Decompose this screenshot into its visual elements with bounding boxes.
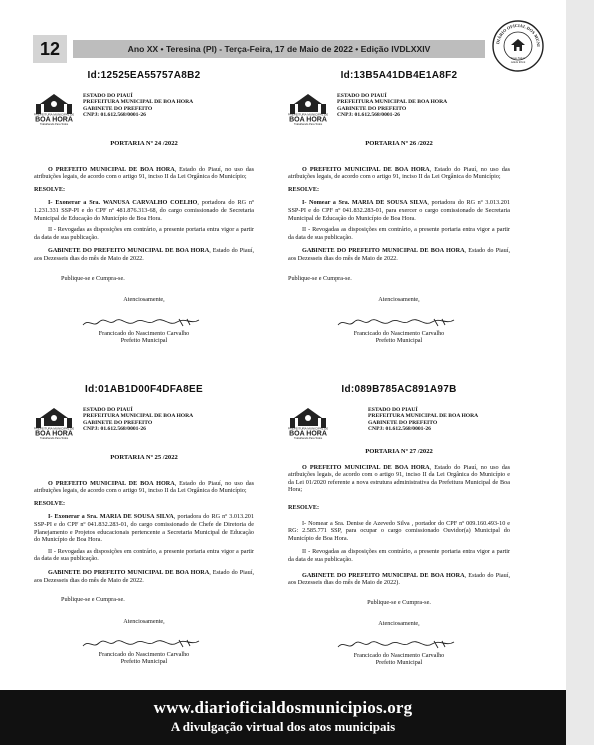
item-1: I- Exonerar a Sra. WANUSA CARVALHO COELHO, portadora do RG nº 1.231.331 SSP-PI e do CPF nº 481.876.313-68, do cargo comissionado de Secretaria Municipal de Educação do Município de Boa Hora. [34,199,254,222]
document-id: Id:01AB1D00F4DFA8EE [85,384,203,395]
resolve-label: RESOLVE: [34,185,66,193]
gabinete-paragraph: GABINETE DO PREFEITO MUNICIPAL DE BOA HORA, Estado do Piauí, aos Dezesseis dias do mês de Maio de 2022. [288,247,510,262]
svg-text:Trabalhando Para Todos: Trabalhando Para Todos [39,123,69,126]
svg-text:PREFEITURA MUNICIPAL DE: PREFEITURA MUNICIPAL DE [288,112,328,117]
signer-name: Francicado do Nascimento Carvalho [353,329,445,337]
footer-url[interactable]: www.diarioficialdosmunicipios.org [153,698,413,717]
portaria-title: PORTARIA Nº 24 /2022 [110,140,178,147]
resolve-label: RESOLVE: [34,499,66,507]
signer-name: Francicado do Nascimento Carvalho [353,651,445,659]
resolve-label: RESOLVE: [288,185,320,193]
org-line: GABINETE DO PREFEITO [368,419,438,426]
portaria-title: PORTARIA Nº 25 /2022 [110,454,178,461]
org-line: CNPJ: 01.612.568/0001-26 [337,112,400,119]
org-block [34,90,254,130]
org-line: CNPJ: 01.612.568/0001-26 [368,426,431,433]
org-line: CNPJ: 01.612.568/0001-26 [83,426,146,433]
svg-text:BOA HORA: BOA HORA [35,116,73,124]
boa-hora-logo-icon [34,90,74,126]
boa-hora-logo-icon [288,90,328,126]
signer-name: Francicado do Nascimento Carvalho [98,329,190,337]
org-block [34,404,254,444]
document-portaria-25 [34,384,254,665]
signature-scribble-icon [79,637,209,651]
portaria-title: PORTARIA Nº 27 /2022 [365,448,433,455]
publique-line: Publique-se e Cumpra-se. [288,274,352,282]
atenciosamente: Atenciosamente, [123,617,165,625]
publique-line: Publique-se e Cumpra-se. [61,596,125,604]
org-line: PREFEITURA MUNICIPAL DE BOA HORA [83,413,194,420]
viewer-margin [566,0,594,745]
signer-role: Prefeito Municipal [375,658,423,666]
document-id: Id:13B5A41DB4E1A8F2 [340,70,458,81]
org-line: GABINETE DO PREFEITO [83,105,153,112]
svg-text:Trabalhando Para Todos: Trabalhando Para Todos [293,437,323,440]
signature-scribble-icon [79,316,209,330]
document-id: Id:12525EA55757A8B2 [87,70,201,81]
atenciosamente: Atenciosamente, [123,296,165,304]
document-id: Id:089B785AC891A97B [341,384,457,395]
item-1: I- Nomear a Sra. Denise de Azevedo Silva , portador do CPF nº 009.160.493-10 e RG: 2.585.771 SSP, para ocupar o cargo comissionado Ouvidor(a) Municipal do Município de Boa Hora. [288,519,511,542]
boa-hora-logo-icon [288,404,328,440]
org-line: ESTADO DO PIAUÍ [368,407,418,413]
gabinete-paragraph: GABINETE DO PREFEITO MUNICIPAL DE BOA HORA, Estado do Piauí, aos Dezesseis dias do mês de Maio de 2022. [34,247,255,262]
document-portaria-26 [288,70,510,344]
portaria-title: PORTARIA Nº 26 /2022 [365,140,433,147]
edition-line: Ano XX • Teresina (PI) - Terça-Feira, 17 de Maio de 2022 • Edição IVDLXXIV [73,40,485,58]
svg-text:PREFEITURA MUNICIPAL DE: PREFEITURA MUNICIPAL DE [34,426,74,431]
svg-text:BOA HORA: BOA HORA [289,116,327,124]
signature-scribble-icon [334,638,464,652]
org-line: CNPJ: 01.612.568/0001-26 [83,112,146,119]
item-2: II - Revogadas as disposições em contrário, a presente portaria entra vigor a partir da data de sua publicação. [288,226,510,241]
signer-role: Prefeito Municipal [375,336,423,344]
seal-sub1: Teste Nulott [510,56,526,60]
seal-text: DIÁRIO OFICIAL DOS MUNI [495,22,542,47]
svg-text:BOA HORA: BOA HORA [35,430,73,438]
footer-tagline: A divulgação virtual dos atos municipais [170,719,396,734]
svg-text:PREFEITURA MUNICIPAL DE: PREFEITURA MUNICIPAL DE [34,112,74,117]
org-block [288,404,510,444]
org-line: ESTADO DO PIAUÍ [83,407,133,413]
seal-sub2: Ainda Rival [510,60,526,64]
org-line: GABINETE DO PREFEITO [83,419,153,426]
gabinete-paragraph: GABINETE DO PREFEITO MUNICIPAL DE BOA HORA, Estado do Piauí, aos Dezesseis dias do mês de Maio de 2022. [34,568,255,584]
atenciosamente: Atenciosamente, [378,620,420,628]
org-line: PREFEITURA MUNICIPAL DE BOA HORA [337,99,448,106]
org-block [288,90,510,130]
org-line: ESTADO DO PIAUÍ [337,93,387,99]
signer-role: Prefeito Municipal [120,658,168,666]
signature-scribble-icon [334,316,464,330]
item-1: I- Exonerar a Sra. MARIA DE SOUSA SILVA, portadora do RG nº 3.013.201 SSP-PI e do CPF nº 041.832.283-01, do cargo comissionado de Chefe de Diretoria de Planejamento e Projetos educacionais pertencente a Secretaria Municipal de Educação do Município de Boa Hora. [34,513,254,544]
svg-text:Trabalhando Para Todos: Trabalhando Para Todos [293,123,323,126]
boa-hora-logo-icon [34,404,74,440]
org-line: PREFEITURA MUNICIPAL DE BOA HORA [368,413,479,420]
item-1: I- Nomear a Sra. MARIA DE SOUSA SILVA, portadora do RG nº 3.013.201 SSP-PI e do CPF nº 041.832.283-01, para exercer o cargo comissionado de Secretaria Municipal de Educação do Município de Boa Hora. [288,199,510,222]
atenciosamente: Atenciosamente, [378,296,420,304]
svg-text:Trabalhando Para Todos: Trabalhando Para Todos [39,437,69,440]
document-portaria-27 [288,384,510,666]
document-portaria-24 [34,70,254,344]
publique-line: Publique-se e Cumpra-se. [61,274,125,282]
org-line: GABINETE DO PREFEITO [337,105,407,112]
org-line: ESTADO DO PIAUÍ [83,93,133,99]
diario-oficial-seal-icon [491,19,545,73]
item-2: II - Revogadas as disposições em contrário, a presente portaria entra vigor a partir da data de sua publicação. [34,547,254,563]
item-2: II - Revogadas as disposições em contrário, a presente portaria entra vigor a partir da data de sua publicação. [34,226,254,241]
page-footer [0,690,566,745]
intro-paragraph: O PREFEITO MUNICIPAL DE BOA HORA, Estado do Piauí, no uso das atribuições legais, de acordo com o artigo 91, inciso II da Lei Orgânica do Município e da Lei 01/2020 referente a nova estrutura administrativa da Prefeitura Municipal de Boa Hora; [288,463,510,494]
publique-line: Publique-se e Cumpra-se. [367,598,431,606]
intro-paragraph: O PREFEITO MUNICIPAL DE BOA HORA, Estado do Piauí, no uso das atribuições legais, de acordo com o artigo 91, inciso II da Lei Orgânica do Município; [34,479,254,495]
org-line: PREFEITURA MUNICIPAL DE BOA HORA [83,99,194,106]
gabinete-paragraph: GABINETE DO PREFEITO MUNICIPAL DE BOA HORA, Estado do Piauí, aos Dezesseis dias do mês de Maio de 2022). [288,571,510,587]
page-number: 12 [33,35,67,63]
signer-name: Francicado do Nascimento Carvalho [98,651,190,659]
page-header [33,35,485,63]
signer-role: Prefeito Municipal [120,336,168,344]
intro-paragraph: O PREFEITO MUNICIPAL DE BOA HORA, Estado do Piauí, no uso das atribuições legais, de acordo com o artigo 91, inciso II da Lei Orgânica do Município; [34,165,254,181]
item-2: II - Revogadas as disposições em contrário, a presente portaria entra vigor a partir da data de sua publicação. [288,548,510,563]
resolve-label: RESOLVE: [288,503,320,511]
intro-paragraph: O PREFEITO MUNICIPAL DE BOA HORA, Estado do Piauí, no uso das atribuições legais, de acordo com o artigo 91, inciso II da Lei Orgânica do Município; [288,165,510,181]
svg-text:PREFEITURA MUNICIPAL DE: PREFEITURA MUNICIPAL DE [288,426,328,431]
svg-text:BOA HORA: BOA HORA [289,430,327,438]
